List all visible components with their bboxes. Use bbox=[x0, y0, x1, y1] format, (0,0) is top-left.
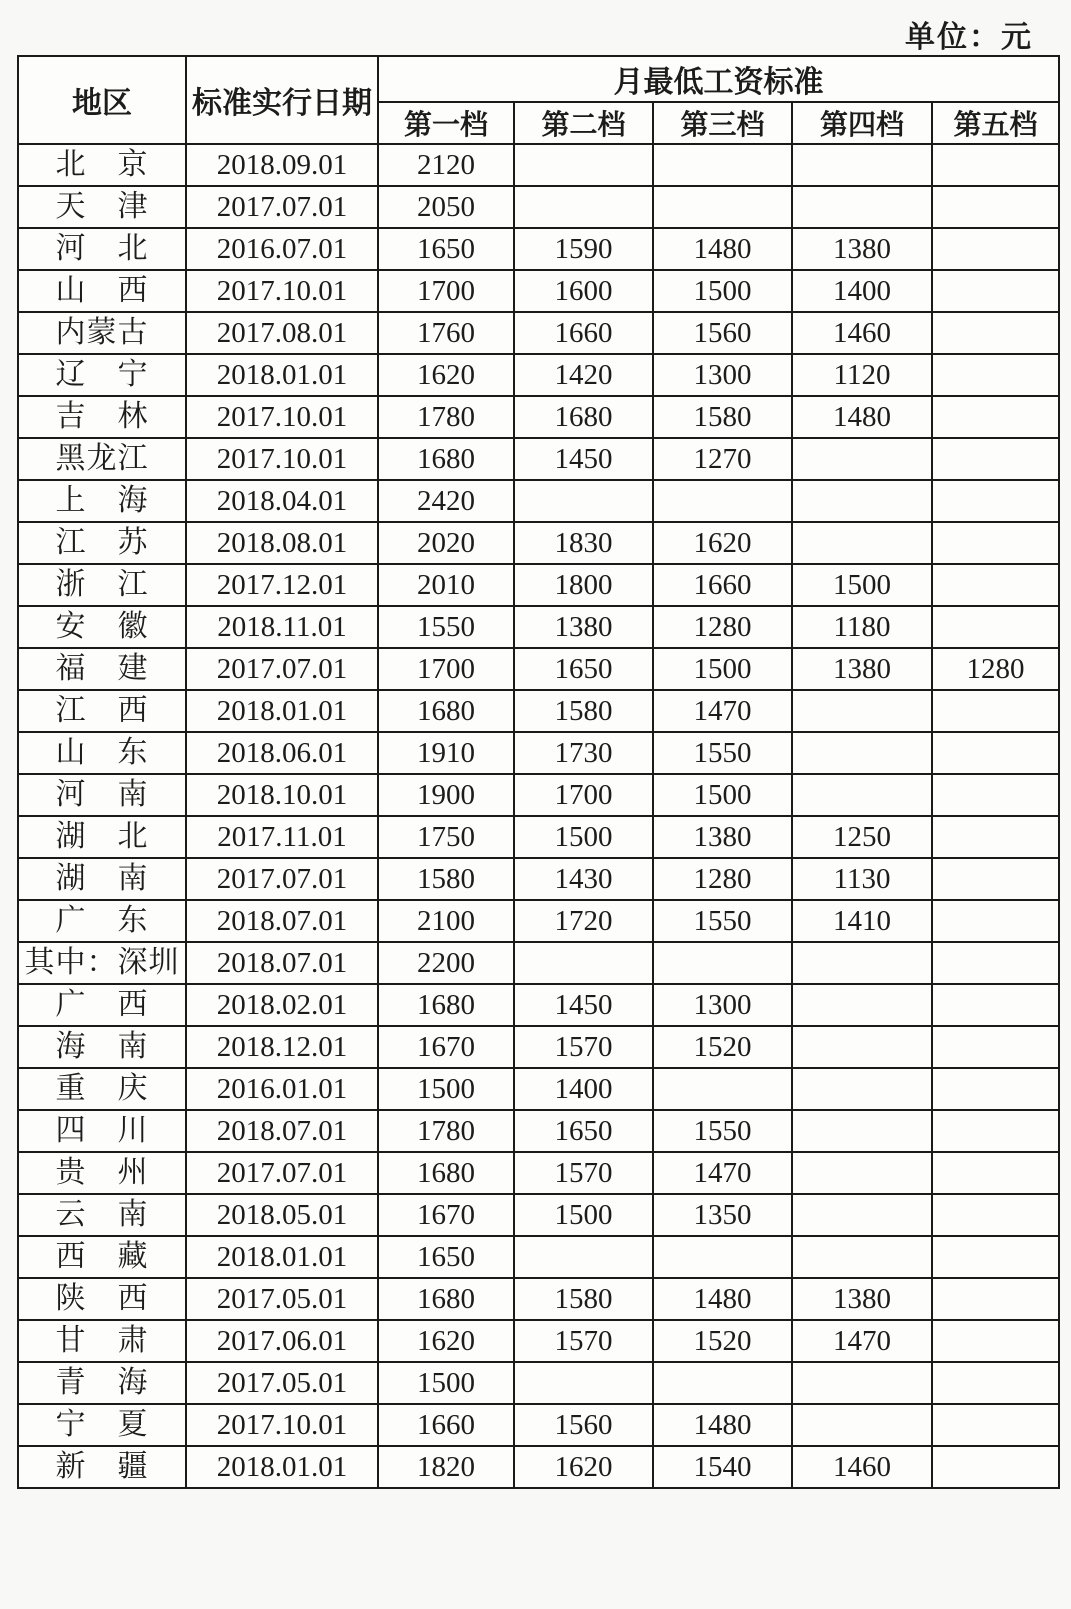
region-cell: 安 徽 bbox=[18, 606, 186, 648]
table-row bbox=[18, 1152, 1059, 1194]
date-cell: 2018.06.01 bbox=[186, 732, 378, 774]
tier-1-cell: 1660 bbox=[378, 1404, 514, 1446]
region-cell: 广 东 bbox=[18, 900, 186, 942]
tier-3-cell: 1500 bbox=[653, 774, 792, 816]
tier-3-cell bbox=[653, 480, 792, 522]
tier-3-cell: 1660 bbox=[653, 564, 792, 606]
tier-3-cell: 1520 bbox=[653, 1320, 792, 1362]
region-cell: 甘 肃 bbox=[18, 1320, 186, 1362]
table-row bbox=[18, 774, 1059, 816]
date-cell: 2018.01.01 bbox=[186, 690, 378, 732]
tier-4-cell bbox=[792, 690, 932, 732]
tier-3-cell: 1380 bbox=[653, 816, 792, 858]
date-cell: 2018.11.01 bbox=[186, 606, 378, 648]
tier-3-cell bbox=[653, 1362, 792, 1404]
table-row bbox=[18, 858, 1059, 900]
tier-3-cell: 1470 bbox=[653, 1152, 792, 1194]
header-tier-2: 第二档 bbox=[514, 102, 653, 144]
tier-1-cell: 1700 bbox=[378, 270, 514, 312]
tier-1-cell: 1650 bbox=[378, 1236, 514, 1278]
tier-3-cell: 1300 bbox=[653, 984, 792, 1026]
region-cell: 上 海 bbox=[18, 480, 186, 522]
date-cell: 2017.12.01 bbox=[186, 564, 378, 606]
table-row bbox=[18, 1068, 1059, 1110]
header-tier-1: 第一档 bbox=[378, 102, 514, 144]
tier-3-cell: 1550 bbox=[653, 900, 792, 942]
table-row bbox=[18, 606, 1059, 648]
region-cell: 河 南 bbox=[18, 774, 186, 816]
tier-4-cell: 1460 bbox=[792, 312, 932, 354]
tier-2-cell: 1800 bbox=[514, 564, 653, 606]
tier-2-cell: 1620 bbox=[514, 1446, 653, 1488]
table-row bbox=[18, 1278, 1059, 1320]
tier-1-cell: 1500 bbox=[378, 1068, 514, 1110]
tier-5-cell bbox=[932, 1404, 1059, 1446]
tier-4-cell: 1180 bbox=[792, 606, 932, 648]
date-cell: 2017.06.01 bbox=[186, 1320, 378, 1362]
tier-2-cell: 1500 bbox=[514, 816, 653, 858]
region-cell: 其中：深圳 bbox=[18, 942, 186, 984]
tier-2-cell: 1600 bbox=[514, 270, 653, 312]
tier-4-cell: 1380 bbox=[792, 228, 932, 270]
tier-5-cell bbox=[932, 1278, 1059, 1320]
tier-4-cell: 1380 bbox=[792, 1278, 932, 1320]
region-cell: 浙 江 bbox=[18, 564, 186, 606]
tier-4-cell bbox=[792, 480, 932, 522]
tier-5-cell bbox=[932, 144, 1059, 186]
tier-3-cell: 1550 bbox=[653, 1110, 792, 1152]
tier-3-cell: 1270 bbox=[653, 438, 792, 480]
tier-5-cell bbox=[932, 1236, 1059, 1278]
tier-3-cell: 1480 bbox=[653, 228, 792, 270]
tier-1-cell: 1580 bbox=[378, 858, 514, 900]
tier-4-cell: 1480 bbox=[792, 396, 932, 438]
tier-4-cell bbox=[792, 438, 932, 480]
table-row bbox=[18, 690, 1059, 732]
table-row bbox=[18, 480, 1059, 522]
date-cell: 2017.10.01 bbox=[186, 1404, 378, 1446]
tier-4-cell: 1400 bbox=[792, 270, 932, 312]
tier-5-cell bbox=[932, 774, 1059, 816]
tier-2-cell: 1650 bbox=[514, 648, 653, 690]
table-row bbox=[18, 1362, 1059, 1404]
date-cell: 2018.07.01 bbox=[186, 900, 378, 942]
tier-1-cell: 1500 bbox=[378, 1362, 514, 1404]
date-cell: 2016.01.01 bbox=[186, 1068, 378, 1110]
region-cell: 湖 南 bbox=[18, 858, 186, 900]
tier-2-cell: 1730 bbox=[514, 732, 653, 774]
tier-2-cell: 1570 bbox=[514, 1026, 653, 1068]
tier-2-cell bbox=[514, 480, 653, 522]
tier-5-cell bbox=[932, 186, 1059, 228]
tier-2-cell: 1650 bbox=[514, 1110, 653, 1152]
region-cell: 江 西 bbox=[18, 690, 186, 732]
table-row bbox=[18, 312, 1059, 354]
tier-3-cell: 1540 bbox=[653, 1446, 792, 1488]
region-cell: 西 藏 bbox=[18, 1236, 186, 1278]
tier-5-cell bbox=[932, 1110, 1059, 1152]
tier-5-cell bbox=[932, 396, 1059, 438]
region-cell: 新 疆 bbox=[18, 1446, 186, 1488]
date-cell: 2018.02.01 bbox=[186, 984, 378, 1026]
tier-1-cell: 1900 bbox=[378, 774, 514, 816]
table-row bbox=[18, 1446, 1059, 1488]
tier-4-cell bbox=[792, 732, 932, 774]
tier-1-cell: 1780 bbox=[378, 396, 514, 438]
tier-2-cell: 1420 bbox=[514, 354, 653, 396]
tier-3-cell bbox=[653, 144, 792, 186]
tier-1-cell: 1680 bbox=[378, 438, 514, 480]
tier-1-cell: 1760 bbox=[378, 312, 514, 354]
table-row bbox=[18, 396, 1059, 438]
date-cell: 2017.08.01 bbox=[186, 312, 378, 354]
date-cell: 2018.10.01 bbox=[186, 774, 378, 816]
unit-label: 单位：元 bbox=[905, 21, 1033, 54]
header-tier-4: 第四档 bbox=[792, 102, 932, 144]
tier-3-cell: 1300 bbox=[653, 354, 792, 396]
tier-5-cell bbox=[932, 354, 1059, 396]
table-row bbox=[18, 816, 1059, 858]
tier-2-cell bbox=[514, 942, 653, 984]
date-cell: 2018.04.01 bbox=[186, 480, 378, 522]
tier-2-cell: 1580 bbox=[514, 1278, 653, 1320]
header-tier-3: 第三档 bbox=[653, 102, 792, 144]
table-row bbox=[18, 1110, 1059, 1152]
region-cell: 山 西 bbox=[18, 270, 186, 312]
date-cell: 2018.07.01 bbox=[186, 1110, 378, 1152]
tier-4-cell bbox=[792, 1152, 932, 1194]
tier-4-cell bbox=[792, 1068, 932, 1110]
header-region: 地区 bbox=[18, 56, 186, 144]
tier-3-cell: 1480 bbox=[653, 1278, 792, 1320]
region-cell: 吉 林 bbox=[18, 396, 186, 438]
tier-4-cell: 1120 bbox=[792, 354, 932, 396]
region-cell: 辽 宁 bbox=[18, 354, 186, 396]
tier-1-cell: 2120 bbox=[378, 144, 514, 186]
tier-2-cell: 1450 bbox=[514, 438, 653, 480]
date-cell: 2018.01.01 bbox=[186, 1446, 378, 1488]
tier-4-cell: 1500 bbox=[792, 564, 932, 606]
tier-2-cell bbox=[514, 144, 653, 186]
tier-3-cell: 1560 bbox=[653, 312, 792, 354]
tier-4-cell bbox=[792, 984, 932, 1026]
tier-2-cell: 1720 bbox=[514, 900, 653, 942]
tier-4-cell bbox=[792, 1236, 932, 1278]
tier-4-cell: 1410 bbox=[792, 900, 932, 942]
tier-1-cell: 1680 bbox=[378, 690, 514, 732]
region-cell: 河 北 bbox=[18, 228, 186, 270]
tier-1-cell: 1680 bbox=[378, 1278, 514, 1320]
tier-2-cell bbox=[514, 1236, 653, 1278]
table-row bbox=[18, 438, 1059, 480]
date-cell: 2017.11.01 bbox=[186, 816, 378, 858]
tier-1-cell: 1670 bbox=[378, 1194, 514, 1236]
tier-3-cell: 1620 bbox=[653, 522, 792, 564]
region-cell: 广 西 bbox=[18, 984, 186, 1026]
date-cell: 2016.07.01 bbox=[186, 228, 378, 270]
tier-2-cell: 1580 bbox=[514, 690, 653, 732]
table-row bbox=[18, 270, 1059, 312]
date-cell: 2018.01.01 bbox=[186, 354, 378, 396]
minimum-wage-table bbox=[17, 55, 1060, 1489]
tier-5-cell bbox=[932, 858, 1059, 900]
tier-4-cell bbox=[792, 774, 932, 816]
date-cell: 2017.07.01 bbox=[186, 1152, 378, 1194]
header-wage-group: 月最低工资标准 bbox=[378, 56, 1059, 102]
table-body bbox=[18, 144, 1059, 1488]
date-cell: 2018.08.01 bbox=[186, 522, 378, 564]
tier-3-cell: 1280 bbox=[653, 858, 792, 900]
tier-5-cell bbox=[932, 1068, 1059, 1110]
tier-3-cell: 1550 bbox=[653, 732, 792, 774]
table-row bbox=[18, 1236, 1059, 1278]
tier-1-cell: 2050 bbox=[378, 186, 514, 228]
tier-5-cell bbox=[932, 900, 1059, 942]
tier-3-cell: 1580 bbox=[653, 396, 792, 438]
date-cell: 2017.10.01 bbox=[186, 438, 378, 480]
tier-1-cell: 1670 bbox=[378, 1026, 514, 1068]
tier-3-cell bbox=[653, 942, 792, 984]
tier-2-cell bbox=[514, 186, 653, 228]
table-row bbox=[18, 228, 1059, 270]
tier-3-cell: 1520 bbox=[653, 1026, 792, 1068]
tier-2-cell: 1590 bbox=[514, 228, 653, 270]
tier-4-cell bbox=[792, 522, 932, 564]
tier-5-cell bbox=[932, 1152, 1059, 1194]
tier-5-cell bbox=[932, 1362, 1059, 1404]
region-cell: 福 建 bbox=[18, 648, 186, 690]
tier-4-cell: 1130 bbox=[792, 858, 932, 900]
tier-5-cell bbox=[932, 732, 1059, 774]
tier-5-cell bbox=[932, 1446, 1059, 1488]
tier-5-cell bbox=[932, 270, 1059, 312]
date-cell: 2017.10.01 bbox=[186, 396, 378, 438]
table-header bbox=[18, 56, 1059, 144]
tier-5-cell bbox=[932, 1194, 1059, 1236]
tier-4-cell bbox=[792, 1404, 932, 1446]
region-cell: 山 东 bbox=[18, 732, 186, 774]
table-row bbox=[18, 1320, 1059, 1362]
table-row bbox=[18, 1404, 1059, 1446]
date-cell: 2017.10.01 bbox=[186, 270, 378, 312]
tier-5-cell bbox=[932, 606, 1059, 648]
date-cell: 2017.05.01 bbox=[186, 1362, 378, 1404]
region-cell: 天 津 bbox=[18, 186, 186, 228]
tier-5-cell bbox=[932, 312, 1059, 354]
date-cell: 2017.07.01 bbox=[186, 186, 378, 228]
tier-3-cell: 1350 bbox=[653, 1194, 792, 1236]
tier-5-cell bbox=[932, 942, 1059, 984]
tier-1-cell: 2200 bbox=[378, 942, 514, 984]
region-cell: 青 海 bbox=[18, 1362, 186, 1404]
date-cell: 2018.01.01 bbox=[186, 1236, 378, 1278]
tier-1-cell: 2010 bbox=[378, 564, 514, 606]
date-cell: 2017.07.01 bbox=[186, 648, 378, 690]
tier-1-cell: 1700 bbox=[378, 648, 514, 690]
tier-5-cell bbox=[932, 816, 1059, 858]
tier-1-cell: 2020 bbox=[378, 522, 514, 564]
tier-5-cell bbox=[932, 1026, 1059, 1068]
date-cell: 2017.05.01 bbox=[186, 1278, 378, 1320]
tier-4-cell: 1380 bbox=[792, 648, 932, 690]
date-cell: 2018.07.01 bbox=[186, 942, 378, 984]
region-cell: 北 京 bbox=[18, 144, 186, 186]
table-row bbox=[18, 1194, 1059, 1236]
tier-2-cell bbox=[514, 1362, 653, 1404]
header-tier-5: 第五档 bbox=[932, 102, 1059, 144]
tier-5-cell: 1280 bbox=[932, 648, 1059, 690]
tier-5-cell bbox=[932, 984, 1059, 1026]
tier-1-cell: 1750 bbox=[378, 816, 514, 858]
tier-1-cell: 1620 bbox=[378, 354, 514, 396]
tier-4-cell bbox=[792, 186, 932, 228]
tier-1-cell: 1910 bbox=[378, 732, 514, 774]
table-row bbox=[18, 732, 1059, 774]
table-row bbox=[18, 900, 1059, 942]
tier-4-cell: 1470 bbox=[792, 1320, 932, 1362]
tier-1-cell: 2100 bbox=[378, 900, 514, 942]
tier-4-cell bbox=[792, 1194, 932, 1236]
tier-1-cell: 1620 bbox=[378, 1320, 514, 1362]
table-row bbox=[18, 144, 1059, 186]
tier-5-cell bbox=[932, 480, 1059, 522]
date-cell: 2018.05.01 bbox=[186, 1194, 378, 1236]
tier-3-cell: 1480 bbox=[653, 1404, 792, 1446]
date-cell: 2018.12.01 bbox=[186, 1026, 378, 1068]
tier-2-cell: 1380 bbox=[514, 606, 653, 648]
tier-1-cell: 1550 bbox=[378, 606, 514, 648]
tier-3-cell bbox=[653, 186, 792, 228]
region-cell: 湖 北 bbox=[18, 816, 186, 858]
tier-3-cell bbox=[653, 1236, 792, 1278]
tier-2-cell: 1430 bbox=[514, 858, 653, 900]
tier-2-cell: 1660 bbox=[514, 312, 653, 354]
tier-3-cell: 1500 bbox=[653, 648, 792, 690]
tier-4-cell bbox=[792, 144, 932, 186]
region-cell: 贵 州 bbox=[18, 1152, 186, 1194]
region-cell: 陕 西 bbox=[18, 1278, 186, 1320]
tier-4-cell bbox=[792, 942, 932, 984]
tier-1-cell: 1680 bbox=[378, 1152, 514, 1194]
tier-3-cell bbox=[653, 1068, 792, 1110]
tier-1-cell: 1650 bbox=[378, 228, 514, 270]
tier-1-cell: 1780 bbox=[378, 1110, 514, 1152]
tier-4-cell bbox=[792, 1026, 932, 1068]
region-cell: 宁 夏 bbox=[18, 1404, 186, 1446]
tier-2-cell: 1570 bbox=[514, 1320, 653, 1362]
tier-2-cell: 1830 bbox=[514, 522, 653, 564]
region-cell: 海 南 bbox=[18, 1026, 186, 1068]
tier-5-cell bbox=[932, 564, 1059, 606]
table-row bbox=[18, 564, 1059, 606]
tier-5-cell bbox=[932, 228, 1059, 270]
date-cell: 2018.09.01 bbox=[186, 144, 378, 186]
tier-5-cell bbox=[932, 1320, 1059, 1362]
table-row bbox=[18, 186, 1059, 228]
tier-3-cell: 1470 bbox=[653, 690, 792, 732]
tier-4-cell: 1250 bbox=[792, 816, 932, 858]
tier-5-cell bbox=[932, 438, 1059, 480]
tier-2-cell: 1680 bbox=[514, 396, 653, 438]
tier-3-cell: 1280 bbox=[653, 606, 792, 648]
table-row bbox=[18, 648, 1059, 690]
tier-2-cell: 1500 bbox=[514, 1194, 653, 1236]
region-cell: 内蒙古 bbox=[18, 312, 186, 354]
table-row bbox=[18, 354, 1059, 396]
region-cell: 重 庆 bbox=[18, 1068, 186, 1110]
tier-4-cell: 1460 bbox=[792, 1446, 932, 1488]
tier-5-cell bbox=[932, 522, 1059, 564]
table-row bbox=[18, 984, 1059, 1026]
tier-1-cell: 1820 bbox=[378, 1446, 514, 1488]
tier-3-cell: 1500 bbox=[653, 270, 792, 312]
tier-2-cell: 1560 bbox=[514, 1404, 653, 1446]
region-cell: 黑龙江 bbox=[18, 438, 186, 480]
table-row bbox=[18, 522, 1059, 564]
tier-2-cell: 1570 bbox=[514, 1152, 653, 1194]
region-cell: 江 苏 bbox=[18, 522, 186, 564]
tier-1-cell: 1680 bbox=[378, 984, 514, 1026]
tier-4-cell bbox=[792, 1110, 932, 1152]
region-cell: 云 南 bbox=[18, 1194, 186, 1236]
tier-5-cell bbox=[932, 690, 1059, 732]
region-cell: 四 川 bbox=[18, 1110, 186, 1152]
date-cell: 2017.07.01 bbox=[186, 858, 378, 900]
tier-2-cell: 1700 bbox=[514, 774, 653, 816]
tier-2-cell: 1450 bbox=[514, 984, 653, 1026]
tier-1-cell: 2420 bbox=[378, 480, 514, 522]
tier-2-cell: 1400 bbox=[514, 1068, 653, 1110]
table-row bbox=[18, 942, 1059, 984]
header-date: 标准实行日期 bbox=[186, 56, 378, 144]
table-row bbox=[18, 1026, 1059, 1068]
tier-4-cell bbox=[792, 1362, 932, 1404]
